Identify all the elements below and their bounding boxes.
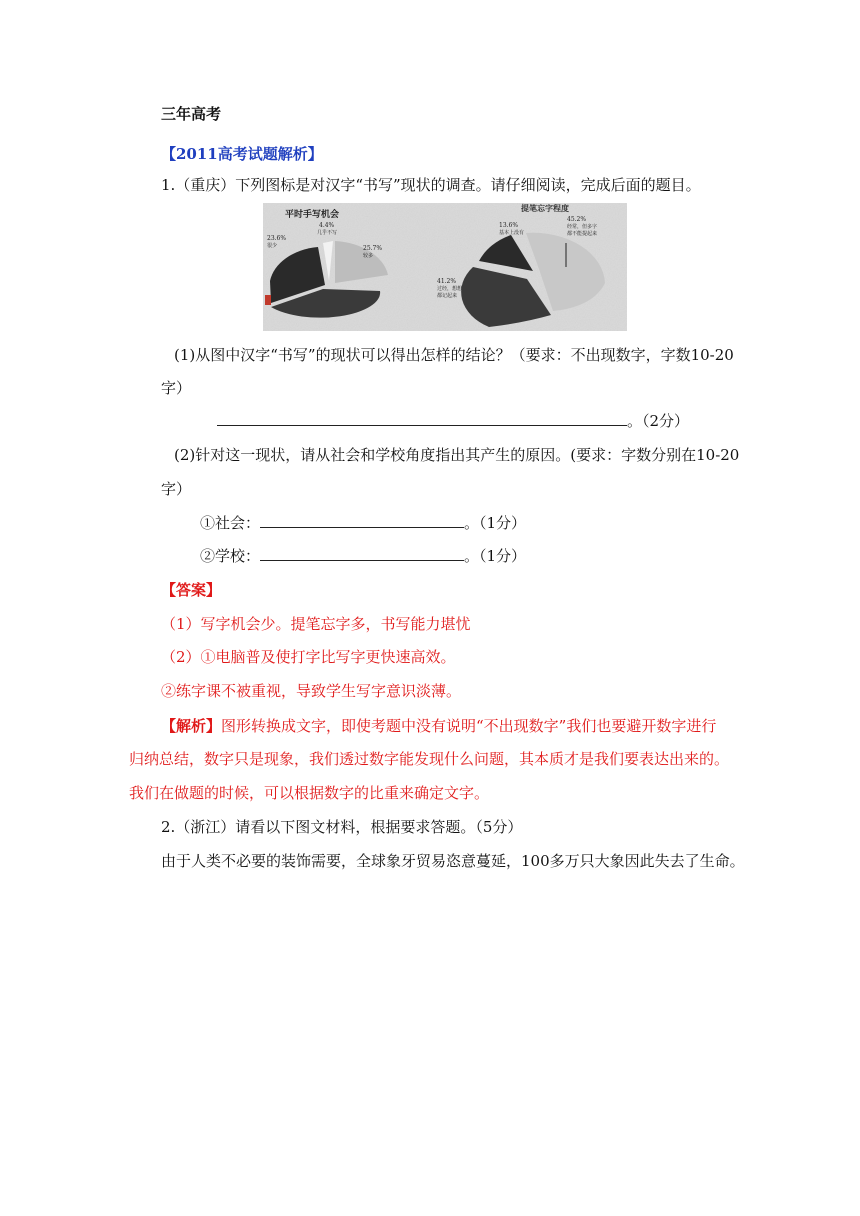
school-score: 。（1分） (464, 547, 527, 565)
left-label-0: 4.4% (319, 222, 335, 229)
right-label-7: 都记起来 (437, 293, 458, 299)
left-chart-title: 平时手写机会 (285, 210, 340, 220)
society-blank[interactable] (260, 513, 464, 528)
right-label-0: 13.6% (499, 222, 519, 229)
right-label-4: 都不能提起来 (567, 231, 598, 237)
right-label-2: 45.2% (567, 216, 587, 223)
q1-society-line (200, 513, 526, 533)
answer-3: ②练字课不被重视，导致学生写字意识淡薄。 (161, 682, 462, 700)
left-label-5: 较多 (363, 253, 374, 259)
question-1-stem: 1.（重庆）下列图标是对汉字“书写”现状的调查。请仔细阅读，完成后面的题目。 (161, 176, 701, 194)
question-2-text: 由于人类不必要的装饰需要，全球象牙贸易恣意蔓延，100多万只大象因此失去了生命。 (161, 852, 745, 870)
left-label-4: 25.7% (363, 245, 383, 252)
society-score: 。（1分） (464, 514, 527, 532)
survey-pie-charts-figure (263, 203, 627, 331)
school-label: ②学校： (200, 547, 261, 565)
right-label-3: 经常，但多字 (567, 224, 598, 230)
left-red-mark (265, 295, 271, 305)
q1-sub1-line1: (1)从图中汉字“书写”的现状可以得出怎样的结论？（要求：不出现数字，字数10-20 (174, 346, 734, 364)
answer-2: （2）①电脑普及使打字比写字更快速高效。 (161, 648, 456, 666)
right-chart-title: 提笔忘字程度 (521, 203, 569, 213)
q1-school-line (200, 546, 526, 566)
q1-sub1-score: 。（2分） (627, 412, 690, 430)
left-label-1: 几乎不写 (317, 230, 338, 236)
analysis-line-2: 归纳总结，数字只是现象，我们透过数字能发现什么问题，其本质才是我们要表达出来的。 (129, 750, 730, 768)
analysis-line-1 (161, 716, 716, 736)
right-label-1: 基本上没有 (499, 230, 525, 236)
q1-sub1-blank[interactable] (217, 411, 627, 426)
answer-1: （1）写字机会少。提笔忘字多，书写能力堪忧 (161, 615, 471, 633)
q1-sub1-answer-line (217, 411, 689, 431)
q1-sub2-line1: (2)针对这一现状，请从社会和学校角度指出其产生的原因。(要求：字数分别在10-20 (174, 446, 740, 464)
right-label-5: 41.2% (437, 278, 457, 285)
question-2-stem: 2.（浙江）请看以下图文材料，根据要求答题。（5分） (161, 818, 523, 836)
subsection-title: 【2011高考试题解析】 (161, 145, 323, 163)
analysis-line-3: 我们在做题的时候，可以根据数字的比重来确定文字。 (129, 784, 490, 802)
answer-heading: 【答案】 (161, 581, 222, 599)
left-label-2: 23.6% (267, 235, 287, 242)
analysis-heading: 【解析】 (161, 717, 222, 735)
analysis-text-1: 图形转换成文字，即使考题中没有说明“不出现数字”我们也要避开数字进行 (221, 717, 717, 735)
section-title: 三年高考 (161, 105, 222, 123)
school-blank[interactable] (260, 546, 464, 561)
society-label: ①社会： (200, 514, 261, 532)
left-label-3: 很少 (267, 243, 278, 249)
q1-sub2-line2: 字） (161, 480, 192, 498)
right-label-6: 过经，想想 (437, 286, 463, 292)
q1-sub1-line2: 字） (161, 379, 192, 397)
